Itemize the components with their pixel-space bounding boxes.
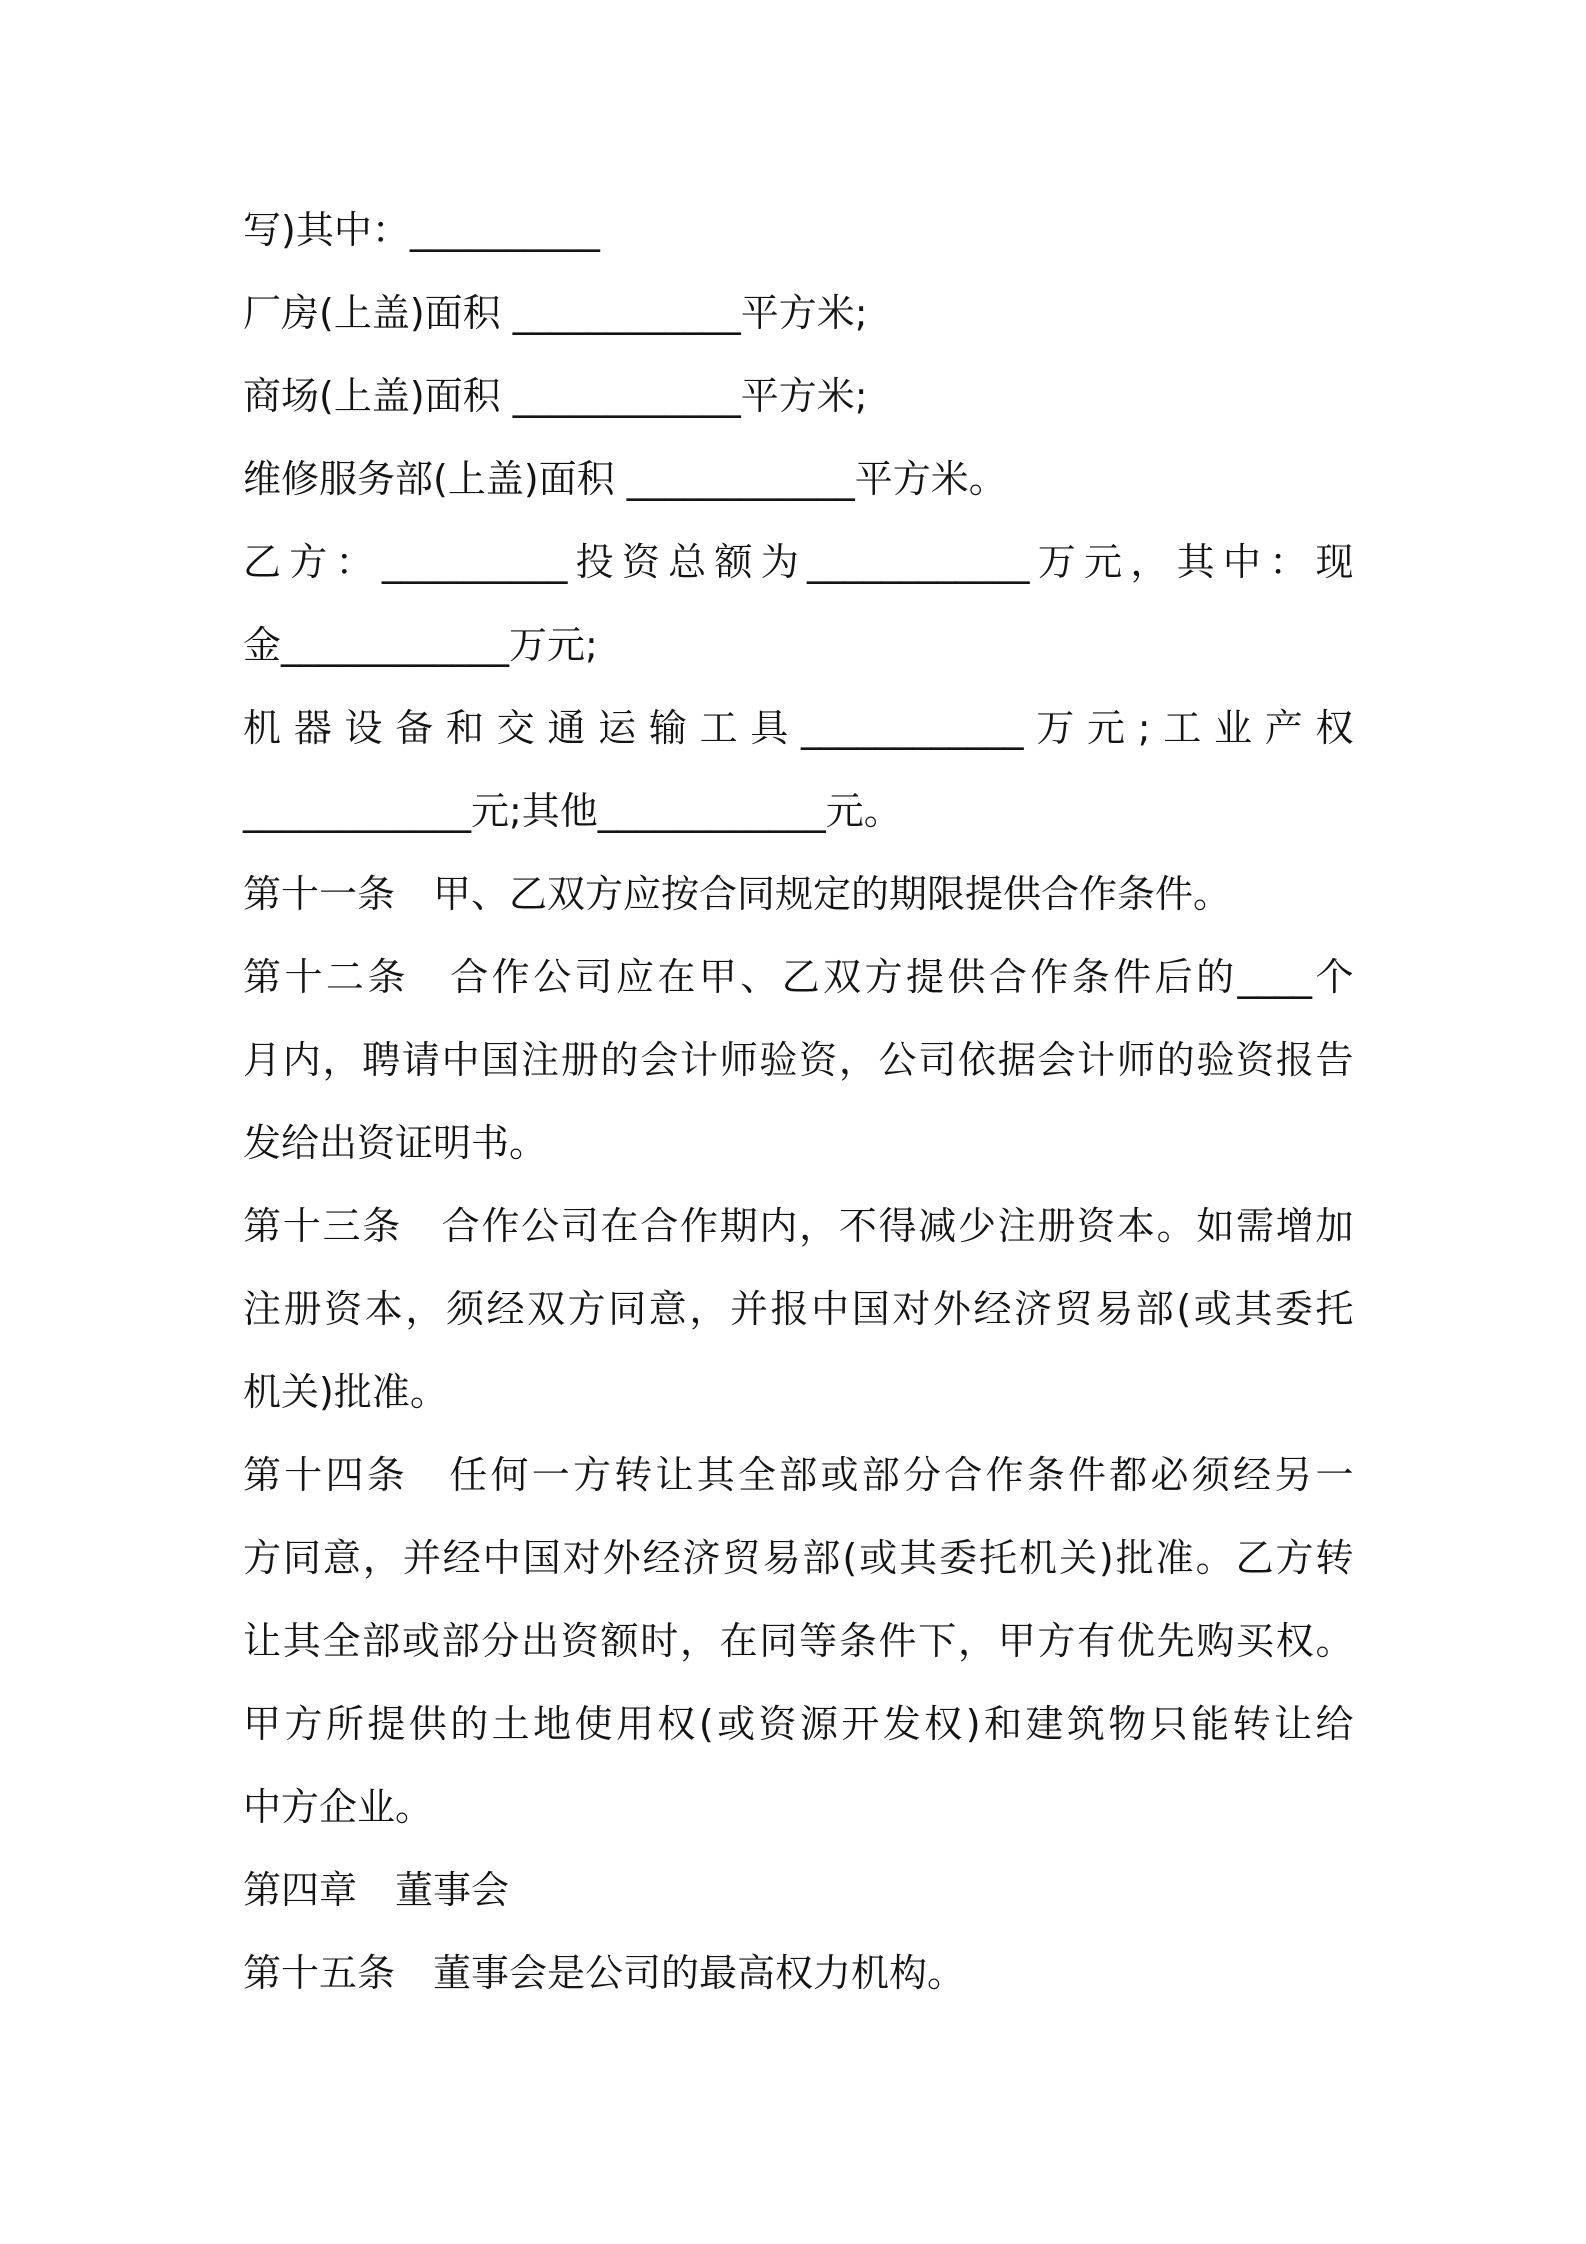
text-line: 金____________万元; <box>243 623 598 667</box>
text-line: 月内，聘请中国注册的会计师验资，公司依据会计师的验资报告 <box>243 1038 1353 1082</box>
text-line: 中方企业。 <box>243 1785 434 1829</box>
text-line: 机器设备和交通运输工具____________万元;工业产权 <box>243 706 1353 750</box>
text-line: 机关)批准。 <box>243 1370 448 1414</box>
article-15: 第十五条 董事会是公司的最高权力机构。 <box>243 1951 966 1995</box>
text-line: 注册资本，须经双方同意，并报中国对外经济贸易部(或其委托 <box>243 1287 1353 1331</box>
text-line: 乙方：__________投资总额为____________万元，其中：现 <box>243 540 1353 584</box>
article-13: 第十三条 合作公司在合作期内，不得减少注册资本。如需增加 <box>243 1204 1353 1248</box>
article-14: 第十四条 任何一方转让其全部或部分合作条件都必须经另一 <box>243 1453 1353 1497</box>
text-line: 维修服务部(上盖)面积 ____________平方米。 <box>243 457 1007 501</box>
article-12: 第十二条 合作公司应在甲、乙双方提供合作条件后的____个 <box>243 955 1353 999</box>
document-body <box>243 195 1353 2021</box>
article-11: 第十一条 甲、乙双方应按合同规定的期限提供合作条件。 <box>243 872 1232 916</box>
text-line: ____________元;其他____________元。 <box>243 789 902 833</box>
text-line: 发给出资证明书。 <box>243 1121 548 1165</box>
text-line: 方同意，并经中国对外经济贸易部(或其委托机关)批准。乙方转 <box>243 1536 1353 1580</box>
text-line: 厂房(上盖)面积 ____________平方米; <box>243 291 868 335</box>
text-line: 商场(上盖)面积 ____________平方米; <box>243 374 868 418</box>
text-line: 写)其中：__________ <box>243 208 600 252</box>
chapter-heading: 第四章 董事会 <box>243 1868 510 1912</box>
text-line: 让其全部或部分出资额时，在同等条件下，甲方有优先购买权。 <box>243 1619 1353 1663</box>
text-line: 甲方所提供的土地使用权(或资源开发权)和建筑物只能转让给 <box>243 1702 1353 1746</box>
